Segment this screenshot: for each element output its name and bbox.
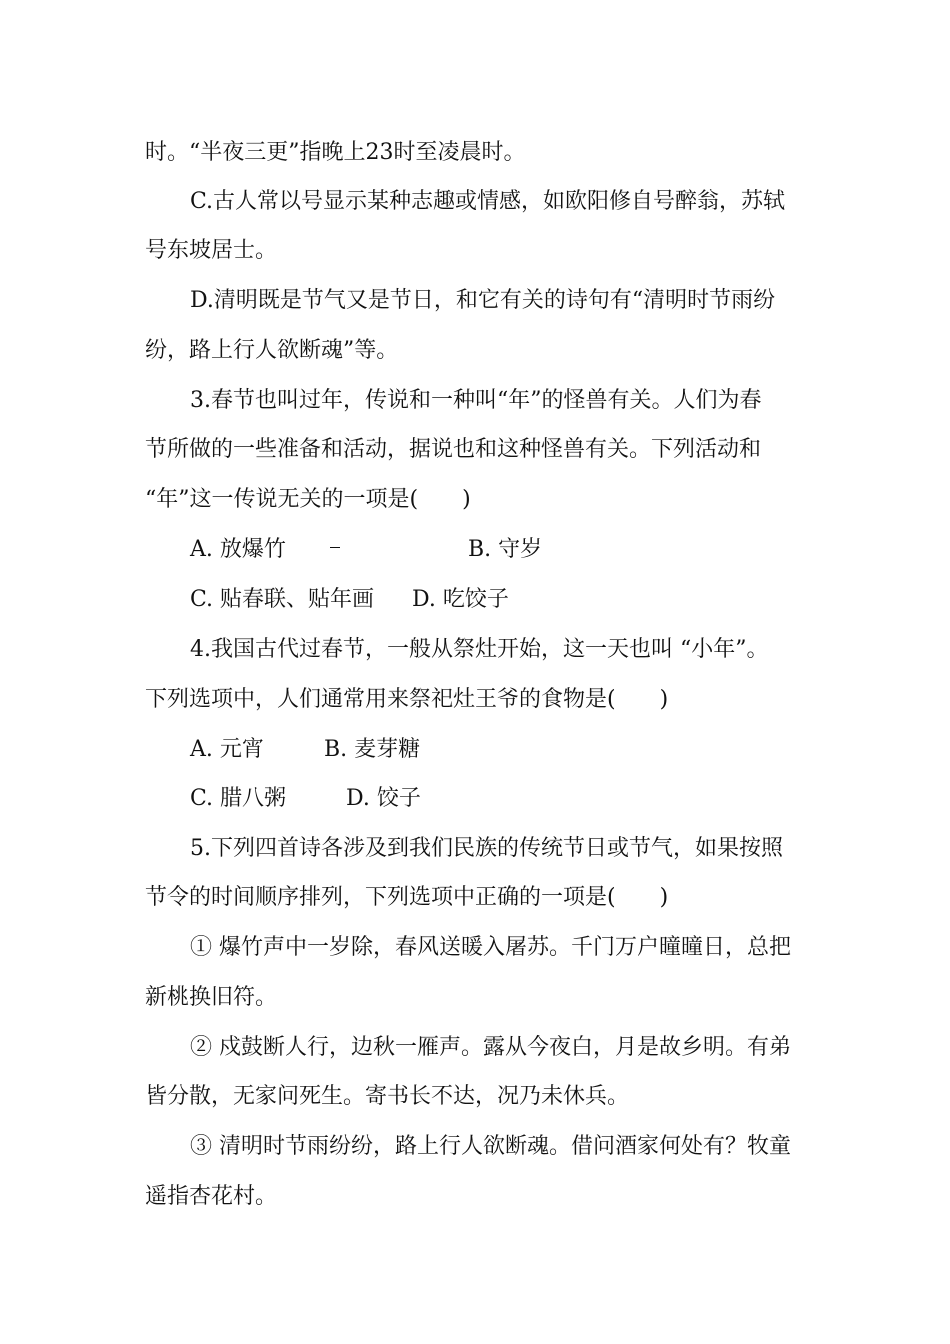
option-a: A. 元宵 (190, 737, 264, 762)
option-b: B. 麦芽糖 (324, 737, 421, 762)
options-row (0, 735, 950, 765)
option-c-text: C.古人常以号显示某种志趣或情感，如欧阳修自号醉翁，苏轼 (190, 189, 786, 214)
poem-2: ② 戍鼓断人行，边秋一雁声。露从今夜白，月是故乡明。有弟 (190, 1035, 791, 1060)
option-d: D. 吃饺子 (412, 587, 509, 612)
poem-1: ① 爆竹声中一岁除，春风送暖入屠苏。千门万户曈曈日，总把 (190, 935, 791, 960)
options-row (0, 585, 950, 615)
text-line: 节所做的一些准备和活动，据说也和这种怪兽有关。下列活动和 (145, 437, 762, 462)
text-line: “年”这一传说无关的一项是( ) (145, 487, 471, 512)
options-row (0, 535, 950, 565)
poem-3: ③ 清明时节雨纷纷，路上行人欲断魂。借问酒家何处有？牧童 (190, 1134, 791, 1159)
text-line: 下列选项中，人们通常用来祭祀灶王爷的食物是( ) (145, 687, 669, 712)
option-d-text: D.清明既是节气又是节日，和它有关的诗句有“清明时节雨纷 (190, 288, 776, 313)
option-a: A. 放爆竹 (190, 537, 286, 562)
text-line: 皆分散，无家问死生。寄书长不达，况乃未休兵。 (145, 1084, 630, 1109)
text-line: 纷，路上行人欲断魂”等。 (145, 338, 399, 363)
option-b: B. 守岁 (468, 537, 543, 562)
option-c: C. 贴春联、贴年画 (190, 587, 375, 612)
question-5: 5.下列四首诗各涉及到我们民族的传统节日或节气，如果按照 (190, 836, 783, 861)
question-4: 4.我国古代过春节，一般从祭灶开始，这一天也叫 “小年”。 (190, 637, 769, 662)
option-d: D. 饺子 (346, 786, 421, 811)
question-3: 3.春节也叫过年，传说和一种叫“年”的怪兽有关。人们为春 (190, 388, 762, 413)
underline-mark (330, 547, 340, 548)
text-line: 遥指杏花村。 (145, 1184, 278, 1209)
text-line: 号东坡居士。 (145, 238, 278, 263)
options-row (0, 784, 950, 814)
text-line: 时。“半夜三更”指晚上23时至凌晨时。 (145, 140, 526, 165)
text-line: 新桃换旧符。 (145, 985, 278, 1010)
text-line: 节令的时间顺序排列，下列选项中正确的一项是( ) (145, 885, 669, 910)
option-c: C. 腊八粥 (190, 786, 287, 811)
